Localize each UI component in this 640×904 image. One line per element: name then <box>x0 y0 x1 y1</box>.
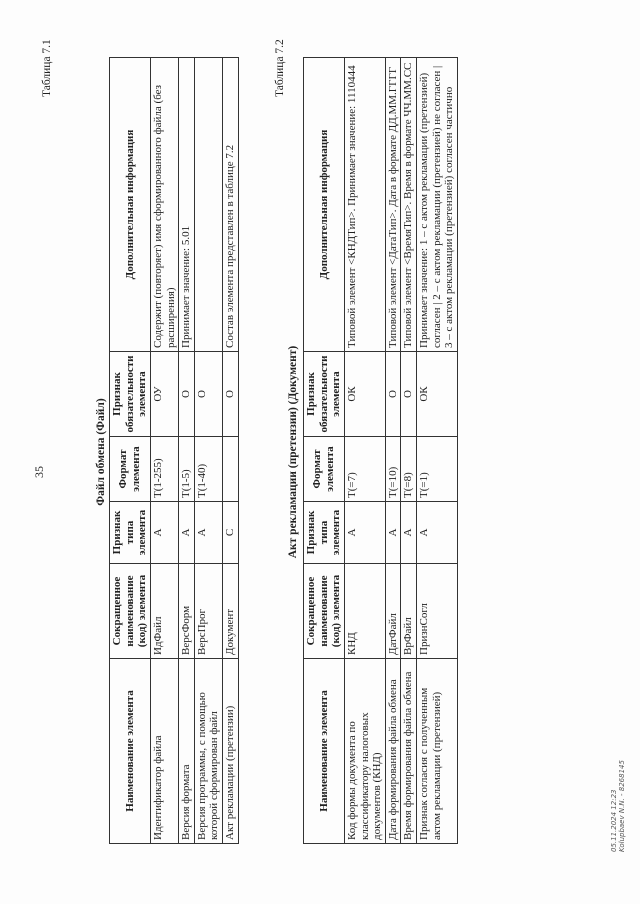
table-cell: T(1-5) <box>179 437 195 502</box>
table-cell: А <box>344 502 385 564</box>
table-cell: ВрФайл <box>401 564 417 659</box>
page-number: 35 <box>32 466 46 478</box>
table1-header-cell: Признак обязательности элемента <box>110 352 151 437</box>
table1 <box>109 57 239 844</box>
table-cell: С <box>223 502 239 564</box>
table2-header-cell: Формат элемента <box>304 437 345 502</box>
table-cell <box>223 437 239 502</box>
table-cell: Признак согласия с полученным актом рекламации (претензией) <box>417 659 458 844</box>
table-row <box>223 58 239 844</box>
table-row <box>417 58 458 844</box>
table-cell: Версия программы, с помощью которой сформирован файл <box>194 659 222 844</box>
table2-header-cell: Признак обязательности элемента <box>304 352 345 437</box>
table2-header-row <box>304 58 345 844</box>
table-cell: T(=1) <box>417 437 458 502</box>
table2-caption: Таблица 7.2 <box>274 39 286 97</box>
table-cell: Типовой элемент <ДатаТип>. Дата в формате ДД.ММ.ГГГГ <box>385 58 401 352</box>
table2-header-cell: Наименование элемента <box>304 659 345 844</box>
table-cell: T(1-255) <box>150 437 178 502</box>
table2-title: Акт рекламации (претензии) (Документ) <box>287 345 299 559</box>
table-cell: T(1-40) <box>194 437 222 502</box>
table-cell <box>194 58 222 352</box>
table1-header-cell: Сокращенное наименование (код) элемента <box>110 564 151 659</box>
table-cell: Дата формирования файла обмена <box>385 659 401 844</box>
table-cell: ИдФайл <box>150 564 178 659</box>
table-cell: Типовой элемент <КНДТип>. Принимает значение: 1110444 <box>344 58 385 352</box>
table-cell: О <box>385 352 401 437</box>
table2-header-cell: Сокращенное наименование (код) элемента <box>304 564 345 659</box>
table-cell: T(=8) <box>401 437 417 502</box>
table-cell: ВерсФорм <box>179 564 195 659</box>
table-cell: ДатФайл <box>385 564 401 659</box>
table1-header-cell: Наименование элемента <box>110 659 151 844</box>
table-cell: КНД <box>344 564 385 659</box>
table-row <box>401 58 417 844</box>
table-cell: А <box>401 502 417 564</box>
table-cell: Код формы документа по классификатору налоговых документов (КНД) <box>344 659 385 844</box>
table1-header-row <box>110 58 151 844</box>
table-row <box>344 58 385 844</box>
table1-header-cell: Дополнительная информация <box>110 58 151 352</box>
signature-stamp <box>610 760 627 852</box>
stamp-line: Kolupbaev N.N. - 8268145 <box>618 760 627 852</box>
table-cell: А <box>194 502 222 564</box>
table-cell: Содержит (повторяет) имя сформированного файла (без расширения) <box>150 58 178 352</box>
table-row <box>194 58 222 844</box>
table-cell: ВерсПрог <box>194 564 222 659</box>
table1-header-cell: Признак типа элемента <box>110 502 151 564</box>
table-cell: T(=7) <box>344 437 385 502</box>
table-cell: ОК <box>417 352 458 437</box>
table-cell: ОК <box>344 352 385 437</box>
table-cell: А <box>385 502 401 564</box>
table2-header-cell: Дополнительная информация <box>304 58 345 352</box>
table2 <box>303 57 458 844</box>
table-cell: Типовой элемент <ВремяТип>. Время в формате ЧЧ.ММ.СС <box>401 58 417 352</box>
table-cell: Идентификатор файла <box>150 659 178 844</box>
table-cell: Акт рекламации (претензии) <box>223 659 239 844</box>
table-cell: О <box>179 352 195 437</box>
table-cell: ОУ <box>150 352 178 437</box>
table-cell: Состав элемента представлен в таблице 7.2 <box>223 58 239 352</box>
table1-title: Файл обмена (Файл) <box>95 398 107 506</box>
table-row <box>385 58 401 844</box>
table-cell: Принимает значение: 5.01 <box>179 58 195 352</box>
table-cell: Принимает значение: 1 – с актом рекламации (претензией) согласен | 2 – с актом рекламации (претензией) не согласен | 3 – с актом рекламации (претензией) согласен частично <box>417 58 458 352</box>
table-row <box>150 58 178 844</box>
table-row <box>179 58 195 844</box>
table-cell: Документ <box>223 564 239 659</box>
table-cell: ПризнСогл <box>417 564 458 659</box>
table2-header-cell: Признак типа элемента <box>304 502 345 564</box>
table-cell: Время формирования файла обмена <box>401 659 417 844</box>
stamp-line: 05.11.2024 12:23 <box>610 789 618 852</box>
table-cell: Версия формата <box>179 659 195 844</box>
table1-header-cell: Формат элемента <box>110 437 151 502</box>
table-cell: О <box>194 352 222 437</box>
table-cell: О <box>223 352 239 437</box>
table-cell: T(=10) <box>385 437 401 502</box>
table-cell: А <box>417 502 458 564</box>
table-cell: А <box>150 502 178 564</box>
table-cell: А <box>179 502 195 564</box>
table1-caption: Таблица 7.1 <box>41 39 53 97</box>
table-cell: О <box>401 352 417 437</box>
